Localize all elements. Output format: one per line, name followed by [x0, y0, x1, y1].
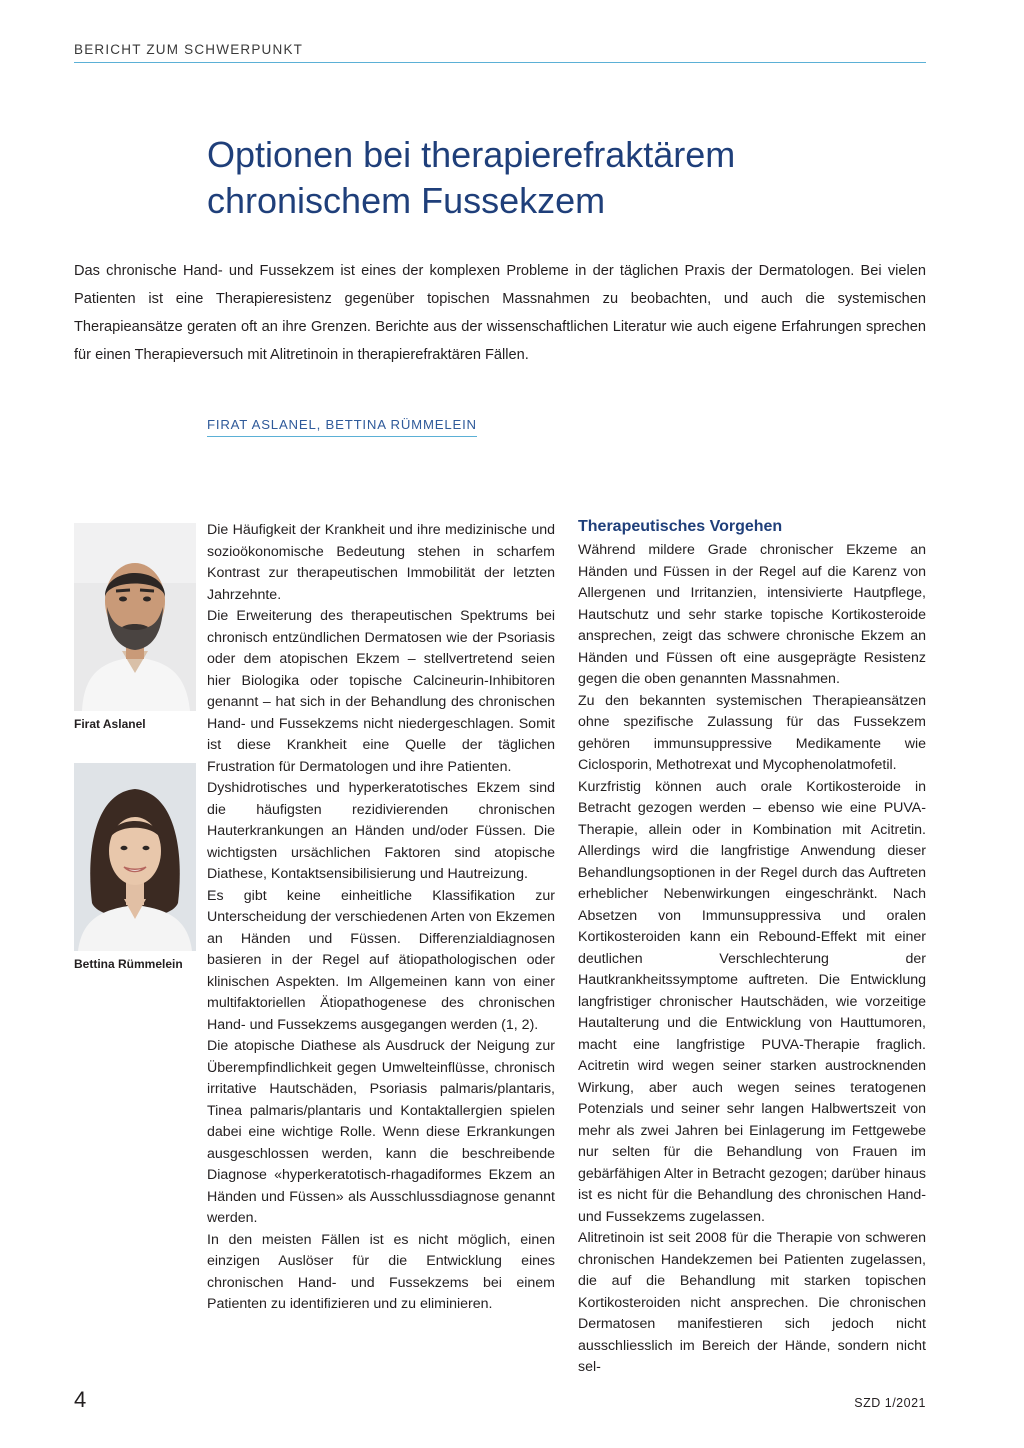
- body-column-1: [207, 520, 555, 1316]
- body-paragraph: Zu den bekannten systemischen Therapieansätzen ohne spezifische Zulassung für das Fussekzem gehören immunsuppressive Medikamente wie Ciclosporin, Methotrexat und Mycophenolatmofetil.: [578, 692, 926, 773]
- article-title: [207, 132, 927, 224]
- body-paragraph: In den meisten Fällen ist es nicht möglich, einen einzigen Auslöser für die Entwicklung eines chronischen Hand- und Fussekzems bei einem Patienten zu identifizieren und zu eliminieren.: [207, 1231, 555, 1312]
- body-paragraph: Die atopische Diathese als Ausdruck der Neigung zur Überempfindlichkeit gegen Umwelteinflüsse, chronisch irritative Hautschäden, Psoriasis palmaris/plantaris, Tinea palmaris/plantaris und Kontaktallergien spielen dabei eine wichtige Rolle. Wenn diese Erkrankungen ausgeschlossen werden, kann die beschreibende Diagnose «hyperkeratotisch-rhagadiformes Ekzem an Händen und Füssen» als Ausschlussdiagnose genannt werden.: [207, 1038, 555, 1226]
- section-subheading: Therapeutisches Vorgehen: [578, 518, 783, 535]
- body-paragraph: Alitretinoin ist seit 2008 für die Therapie von schweren chronischen Handekzemen bei Patienten zugelassen, die auf die Behandlung mit starken topischen Kortikosteroiden nicht ansprechen. Die chronischen Dermatosen manifestieren sich jedoch nicht ausschliesslich im Bereich der Hände, sondern nicht sel-: [578, 1230, 926, 1375]
- section-label: BERICHT ZUM SCHWERPUNKT: [74, 42, 304, 57]
- issue-label: SZD 1/2021: [854, 1396, 926, 1410]
- author-byline: FIRAT ASLANEL, BETTINA RÜMMELEIN: [207, 417, 477, 437]
- title-line-2: chronischem Fussekzem: [207, 180, 606, 221]
- author-photo-bettina-ruemmelein: [74, 763, 196, 951]
- body-paragraph: Die Erweiterung des therapeutischen Spektrums bei chronisch entzündlichen Dermatosen wie der Psoriasis oder dem atopischen Ekzem – stellvertretend seien hier Biologika oder topische Calcineurin-Inhibitoren genannt – hat sich in der Behandlung des chronischen Hand- und Fussekzems nicht niedergeschlagen. Somit ist diese Krankheit eine Quelle der täglichen Frustration für Dermatologen und ihre Patienten.: [207, 608, 555, 775]
- body-paragraph: Dyshidrotisches und hyperkeratotisches Ekzem sind die häufigsten rezidivierenden chronischen Hauterkrankungen an Händen und/oder Füssen. Die wichtigsten ursächlichen Faktoren sind atopische Diathese, Kontaktsensibilisierung und Hautreizung.: [207, 780, 555, 882]
- body-paragraph: Die Häufigkeit der Krankheit und ihre medizinische und sozioökonomische Bedeutung stehen in scharfem Kontrast zur therapeutischen Immobilität der letzten Jahrzehnte.: [207, 522, 555, 603]
- article-lead: Das chronische Hand- und Fussekzem ist eines der komplexen Probleme in der täglichen Praxis der Dermatologen. Bei vielen Patienten ist eine Therapieresistenz gegenüber topischen Massnahmen zu beobachten, und auch die systemischen Therapieansätze geraten oft an ihre Grenzen. Berichte aus der wissenschaftlichen Literatur wie auch eigene Erfahrungen sprechen für einen Therapieversuch mit Alitretinoin in therapierefraktären Fällen.: [74, 263, 926, 363]
- photo-caption-firat-aslanel: Firat Aslanel: [74, 717, 146, 731]
- body-paragraph: Während mildere Grade chronischer Ekzeme an Händen und Füssen in der Regel auf die Karenz von Allergenen und Irritanzien, intensivierte Hautpflege, Hautschutz und sehr starke topische Kortikosteroide ansprechen, zeigt das schwere chronische Ekzem an Händen und Füssen oft eine ausgeprägte Resistenz gegen die oben genannten Massnahmen.: [578, 542, 926, 687]
- body-column-2: [578, 540, 926, 1379]
- header-rule: [74, 62, 926, 63]
- photo-caption-bettina-ruemmelein: Bettina Rümmelein: [74, 957, 183, 971]
- body-paragraph: Kurzfristig können auch orale Kortikosteroide in Betracht gezogen werden – ebenso wie eine PUVA-Therapie, allein oder in Kombination mit Acitretin. Allerdings wird die langfristige Anwendung dieser Behandlungsoptionen in der Regel durch das Auftreten erheblicher Nebenwirkungen eingeschränkt. Nach Absetzen von Immunsuppressiva und oralen Kortikosteroiden kann ein Rebound-Effekt mit einer deutlichen Verschlechterung der Hautkrankheitssymptome auftreten. Die Entwicklung langfristiger chronischer Hautschäden, wie vorzeitige Hautalterung und die Entwicklung von Hauttumoren, macht eine langfristige PUVA-Therapie fraglich. Acitretin wird wegen seiner starken austrocknenden Wirkung, aber auch wegen seines teratogenen Potenzials und seiner sehr langen Halbwertszeit von mehr als zwei Jahren bei Einlagerung im Fettgewebe nur selten für die Behandlung von Frauen im gebärfähigen Alter in Betracht gezogen; darüber hinaus ist es nicht für die Behandlung des chronischen Hand- und Fussekzems zugelassen.: [578, 778, 926, 1225]
- author-photo-firat-aslanel: [74, 523, 196, 711]
- page-number: 4: [74, 1387, 87, 1412]
- body-paragraph: Es gibt keine einheitliche Klassifikation zur Unterscheidung der verschiedenen Arten von Ekzemen an Händen und Füssen. Differenzialdiagnosen basieren in der Regel auf ätiopathologischen oder klinischen Aspekten. Im Allgemeinen kann von einer multifaktoriellen Ätiopathogenese des chronischen Hand- und Fussekzems ausgegangen werden (1, 2).: [207, 887, 555, 1033]
- title-line-1: Optionen bei therapierefraktärem: [207, 134, 736, 175]
